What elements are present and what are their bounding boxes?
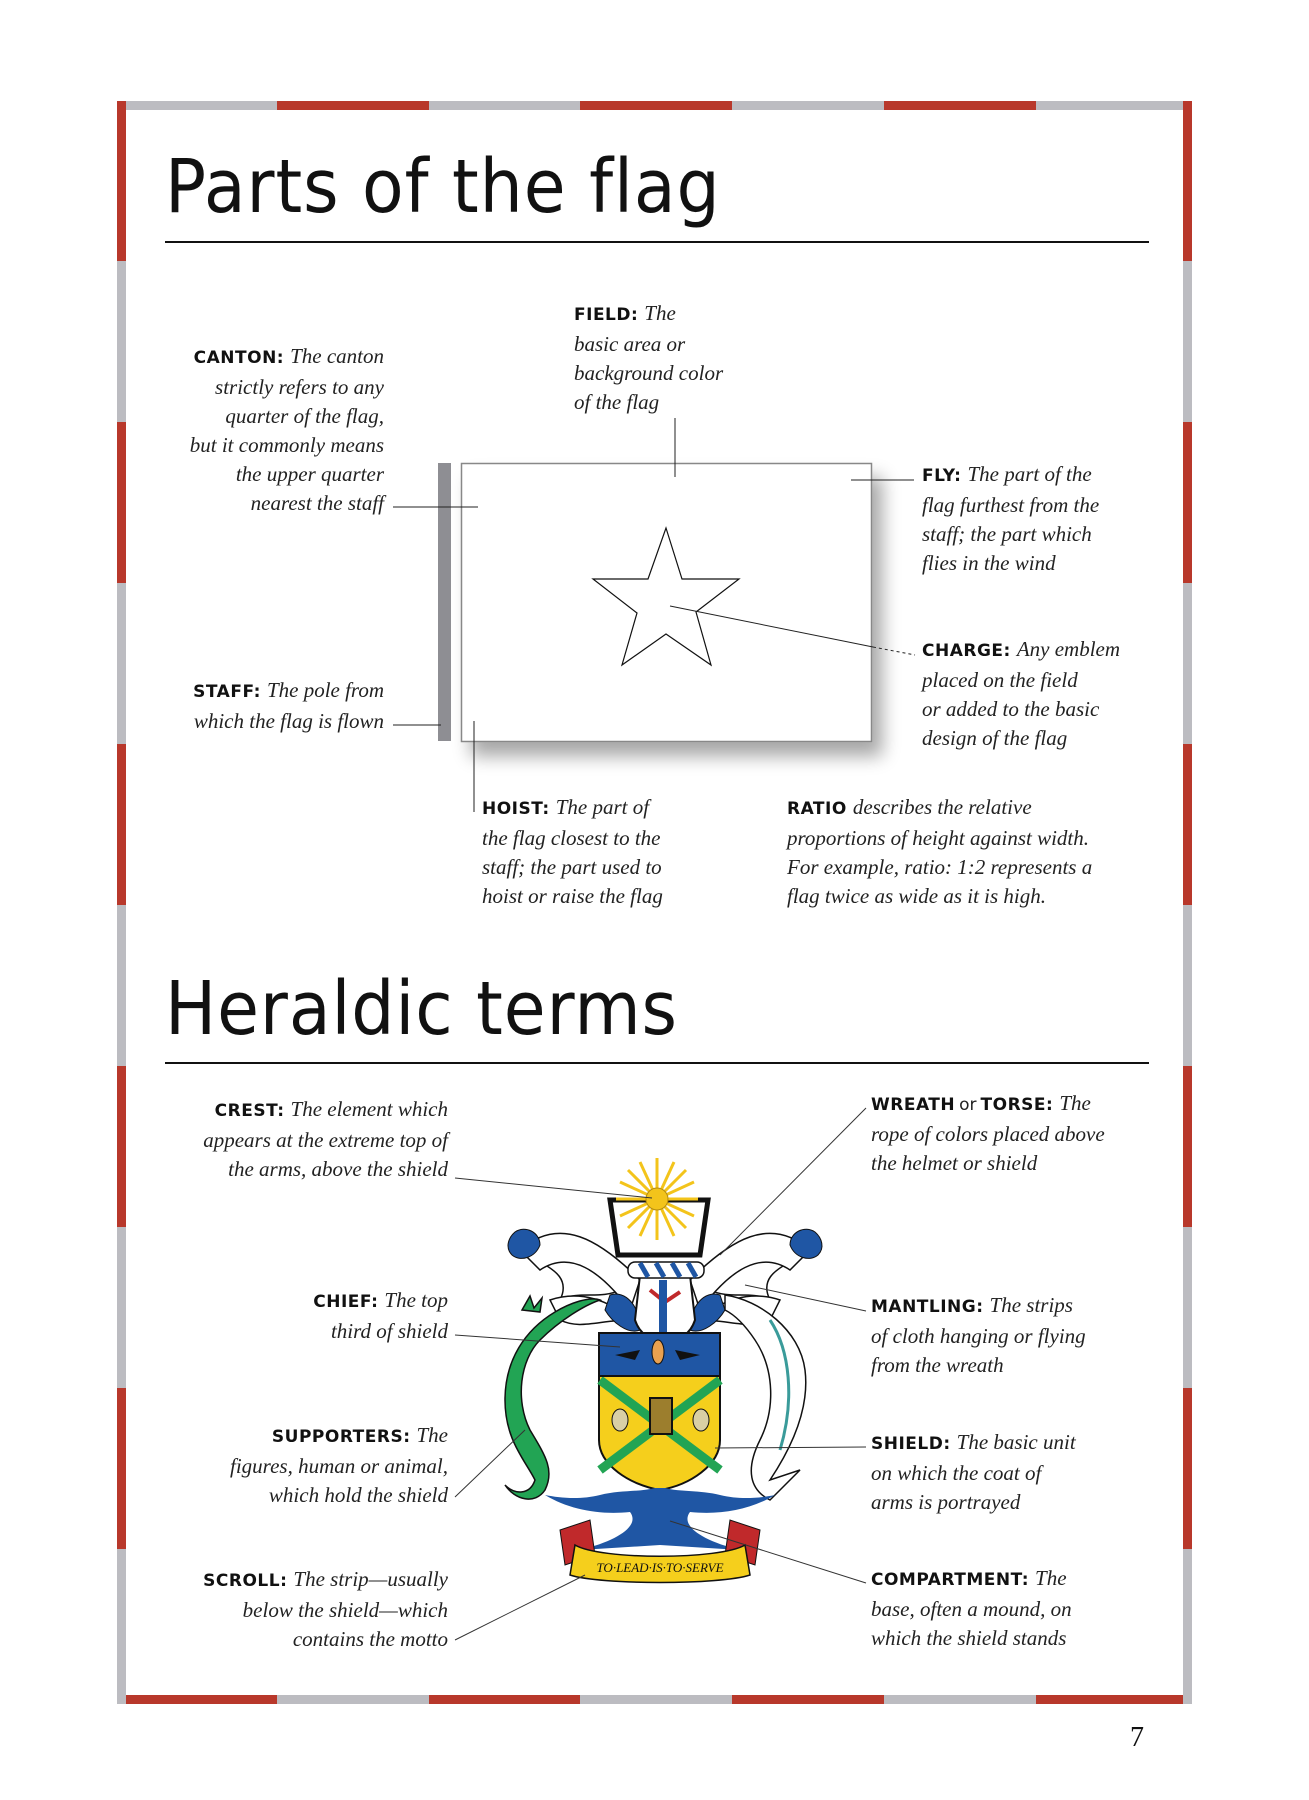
term-text: describes the relative xyxy=(852,795,1032,819)
term-label: CHIEF: xyxy=(313,1292,379,1312)
term-label: CANTON: xyxy=(193,348,285,368)
term-text: proportions of height against width. xyxy=(787,826,1089,850)
term-text: third of shield xyxy=(330,1319,448,1343)
term-crest xyxy=(150,1095,448,1184)
helmet-icon xyxy=(635,1275,695,1340)
wreath-icon xyxy=(628,1262,704,1278)
term-text: which the flag is flown xyxy=(193,709,384,733)
term-text: the arms, above the shield xyxy=(228,1157,448,1181)
term-chief xyxy=(150,1286,448,1346)
shield-icon xyxy=(599,1333,720,1490)
term-text: The strip—usually xyxy=(293,1567,448,1591)
term-supporters xyxy=(150,1421,448,1510)
term-text: strictly refers to any xyxy=(215,375,384,399)
term-scroll xyxy=(150,1565,448,1654)
term-text: flies in the wind xyxy=(922,551,1056,575)
term-text: The xyxy=(416,1423,448,1447)
term-label: FLY: xyxy=(922,466,962,486)
section-title-parts-of-flag: Parts of the flag xyxy=(165,144,721,230)
term-text: hoist or raise the flag xyxy=(482,884,663,908)
term-text: base, often a mound, on xyxy=(871,1597,1072,1621)
term-text: arms is portrayed xyxy=(871,1490,1021,1514)
term-text: but it commonly means xyxy=(189,433,384,457)
term-text: The canton xyxy=(290,344,384,368)
term-mantling xyxy=(871,1291,1086,1380)
term-text: below the shield—which xyxy=(242,1598,448,1622)
term-label: CREST: xyxy=(214,1101,285,1121)
term-text: the upper quarter xyxy=(235,462,384,486)
term-text: flag twice as wide as it is high. xyxy=(787,884,1047,908)
term-label: FIELD: xyxy=(574,305,639,325)
term-label: SCROLL: xyxy=(203,1571,288,1591)
term-text: appears at the extreme top of xyxy=(203,1128,448,1152)
term-text: of cloth hanging or flying xyxy=(871,1324,1086,1348)
term-text: design of the flag xyxy=(922,726,1068,750)
term-text: basic area or xyxy=(574,332,686,356)
term-text: The xyxy=(644,301,676,325)
term-label: TORSE: xyxy=(980,1095,1054,1115)
term-text: staff; the part used to xyxy=(482,855,662,879)
term-text: which hold the shield xyxy=(268,1483,448,1507)
term-text: For example, ratio: 1:2 represents a xyxy=(787,855,1093,879)
term-text: figures, human or animal, xyxy=(230,1454,448,1478)
term-text: which the shield stands xyxy=(871,1626,1067,1650)
crest-icon xyxy=(610,1158,708,1255)
term-text: The top xyxy=(384,1288,448,1312)
term-text: The element which xyxy=(290,1097,448,1121)
term-label: SUPPORTERS: xyxy=(271,1427,411,1447)
term-text: flag furthest from the xyxy=(922,493,1100,517)
term-text: The pole from xyxy=(266,678,384,702)
term-text: rope of colors placed above xyxy=(871,1122,1105,1146)
term-label: COMPARTMENT: xyxy=(871,1570,1030,1590)
term-label: STAFF: xyxy=(193,682,261,702)
term-text: or added to the basic xyxy=(922,697,1100,721)
term-label: HOIST: xyxy=(482,799,550,819)
page-number: 7 xyxy=(1130,1722,1144,1753)
term-text: The part of the xyxy=(967,462,1092,486)
term-text: placed on the field xyxy=(922,668,1078,692)
term-text: background color xyxy=(574,361,724,385)
term-text: staff; the part which xyxy=(922,522,1092,546)
term-text: The part of xyxy=(555,795,650,819)
term-label: RATIO xyxy=(787,799,847,819)
term-text: contains the motto xyxy=(292,1627,448,1651)
term-text: The basic unit xyxy=(956,1430,1076,1454)
term-text: of the flag xyxy=(574,390,660,414)
term-text: on which the coat of xyxy=(871,1461,1042,1485)
shark-supporter-icon xyxy=(725,1295,806,1500)
term-text: The strips xyxy=(989,1293,1073,1317)
term-text: from the wreath xyxy=(871,1353,1004,1377)
term-shield xyxy=(871,1428,1076,1517)
term-compartment xyxy=(871,1564,1072,1653)
crocodile-supporter-icon xyxy=(505,1296,600,1499)
motto-text: TO·LEAD·IS·TO·SERVE xyxy=(596,1560,724,1575)
term-text: nearest the staff xyxy=(250,491,384,515)
term-label-or: or xyxy=(959,1095,977,1115)
term-label: CHARGE: xyxy=(922,641,1011,661)
section-title-heraldic-terms: Heraldic terms xyxy=(165,966,678,1052)
term-text: the helmet or shield xyxy=(871,1151,1038,1175)
term-label: MANTLING: xyxy=(871,1297,984,1317)
term-text: the flag closest to the xyxy=(482,826,661,850)
term-text: Any emblem xyxy=(1016,637,1121,661)
term-label: SHIELD: xyxy=(871,1434,951,1454)
term-wreath xyxy=(871,1089,1105,1178)
term-text: quarter of the flag, xyxy=(225,404,384,428)
term-text: The xyxy=(1059,1091,1091,1115)
term-text: The xyxy=(1035,1566,1067,1590)
term-label: WREATH xyxy=(871,1095,956,1115)
